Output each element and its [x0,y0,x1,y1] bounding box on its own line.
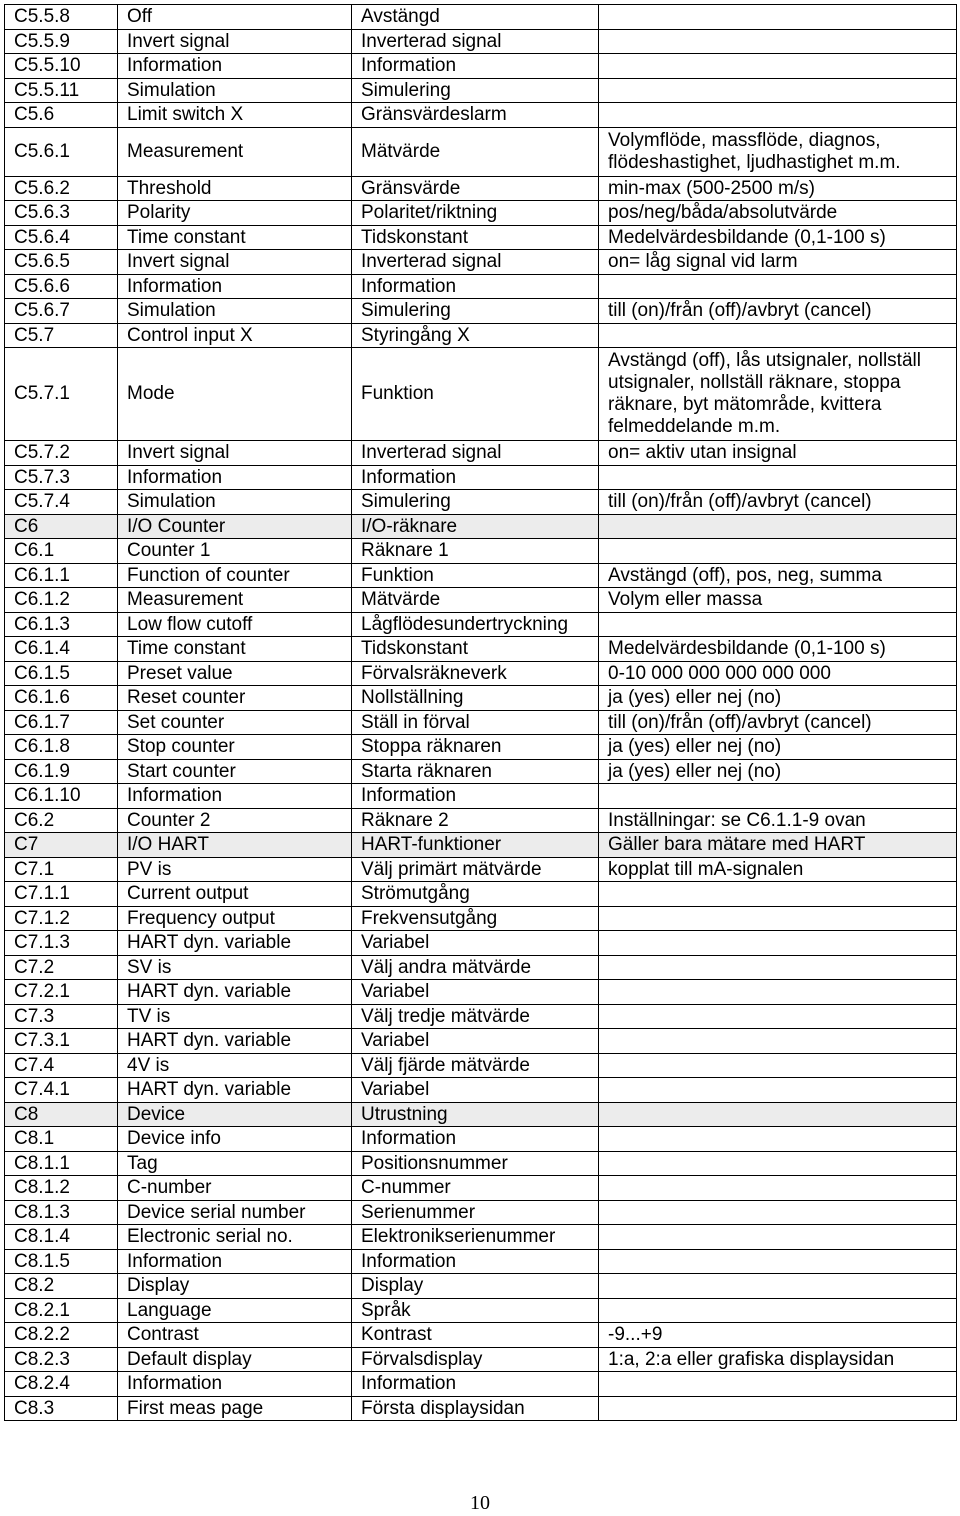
table-row [5,274,957,299]
cell-code: C5.7.1 [5,348,118,441]
cell-code: C7.2.1 [5,980,118,1005]
cell-english: Invert signal [118,29,352,54]
cell-swedish: Förvalsräkneverk [352,661,599,686]
cell-swedish: Information [352,274,599,299]
table-row [5,1372,957,1397]
cell-english: HART dyn. variable [118,1078,352,1103]
table-row [5,176,957,201]
cell-note [599,906,957,931]
cell-note [599,465,957,490]
table-row [5,127,957,176]
cell-english: Simulation [118,299,352,324]
table-row [5,931,957,956]
cell-note [599,514,957,539]
cell-swedish: Gränsvärdeslarm [352,103,599,128]
cell-code: C7.1.2 [5,906,118,931]
table-row [5,299,957,324]
table-row [5,201,957,226]
cell-english: Device serial number [118,1200,352,1225]
cell-swedish: Välj fjärde mätvärde [352,1053,599,1078]
cell-english: Measurement [118,588,352,613]
cell-code: C5.6 [5,103,118,128]
cell-code: C6 [5,514,118,539]
cell-code: C5.6.7 [5,299,118,324]
cell-english: Counter 2 [118,808,352,833]
cell-swedish: Information [352,1372,599,1397]
cell-english: Information [118,465,352,490]
cell-swedish: Simulering [352,78,599,103]
cell-english: Contrast [118,1323,352,1348]
table-row [5,833,957,858]
cell-note [599,1249,957,1274]
cell-swedish: Utrustning [352,1102,599,1127]
cell-note [599,1078,957,1103]
cell-code: C6.1.2 [5,588,118,613]
cell-note: ja (yes) eller nej (no) [599,735,957,760]
cell-english: Control input X [118,323,352,348]
cell-note [599,1298,957,1323]
cell-note: Avstängd (off), pos, neg, summa [599,563,957,588]
cell-code: C6.1.7 [5,710,118,735]
cell-swedish: Variabel [352,1029,599,1054]
cell-english: Function of counter [118,563,352,588]
cell-english: PV is [118,857,352,882]
table-row [5,808,957,833]
cell-english: Polarity [118,201,352,226]
cell-code: C5.7 [5,323,118,348]
cell-swedish: Styringång X [352,323,599,348]
cell-code: C8.1.4 [5,1225,118,1250]
cell-english: Time constant [118,637,352,662]
table-row [5,1102,957,1127]
cell-note [599,78,957,103]
cell-swedish: Välj primärt mätvärde [352,857,599,882]
cell-code: C8.2 [5,1274,118,1299]
cell-english: Current output [118,882,352,907]
cell-code: C6.1.1 [5,563,118,588]
cell-note: on= låg signal vid larm [599,250,957,275]
cell-note: Volym eller massa [599,588,957,613]
cell-note: till (on)/från (off)/avbryt (cancel) [599,299,957,324]
cell-swedish: Nollställning [352,686,599,711]
cell-swedish: Välj tredje mätvärde [352,1004,599,1029]
cell-note [599,612,957,637]
table-row [5,612,957,637]
cell-note [599,980,957,1005]
cell-note [599,29,957,54]
cell-swedish: Välj andra mätvärde [352,955,599,980]
cell-note [599,54,957,79]
cell-code: C6.1.10 [5,784,118,809]
cell-note: Medelvärdesbildande (0,1-100 s) [599,637,957,662]
cell-note: on= aktiv utan insignal [599,441,957,466]
cell-code: C7.3.1 [5,1029,118,1054]
cell-code: C6.1.4 [5,637,118,662]
table-row [5,103,957,128]
table-row [5,250,957,275]
cell-english: TV is [118,1004,352,1029]
cell-swedish: Tidskonstant [352,225,599,250]
cell-swedish: Inverterad signal [352,441,599,466]
cell-english: HART dyn. variable [118,931,352,956]
cell-note [599,1004,957,1029]
cell-note [599,103,957,128]
cell-english: Information [118,274,352,299]
cell-code: C7.1.3 [5,931,118,956]
cell-code: C8.2.2 [5,1323,118,1348]
cell-note: Medelvärdesbildande (0,1-100 s) [599,225,957,250]
cell-swedish: Språk [352,1298,599,1323]
cell-note: Avstängd (off), lås utsignaler, nollställ utsignaler, nollställ räknare, stoppa räknare, byt mätområde, kvittera felmeddelande m.m. [599,348,957,441]
cell-swedish: Inverterad signal [352,29,599,54]
cell-english: Simulation [118,490,352,515]
cell-english: Tag [118,1151,352,1176]
table-row [5,784,957,809]
cell-code: C8.2.1 [5,1298,118,1323]
cell-swedish: Variabel [352,980,599,1005]
cell-note [599,1102,957,1127]
cell-english: Simulation [118,78,352,103]
cell-note: 0-10 000 000 000 000 000 [599,661,957,686]
table-row [5,54,957,79]
cell-english: Start counter [118,759,352,784]
cell-english: Time constant [118,225,352,250]
cell-swedish: Simulering [352,490,599,515]
cell-swedish: Elektronikserienummer [352,1225,599,1250]
cell-code: C5.6.1 [5,127,118,176]
table-row [5,1347,957,1372]
cell-english: Preset value [118,661,352,686]
cell-note: ja (yes) eller nej (no) [599,686,957,711]
cell-swedish: Kontrast [352,1323,599,1348]
table-row [5,686,957,711]
cell-english: Information [118,54,352,79]
table-row [5,1053,957,1078]
table-row [5,710,957,735]
table-row [5,490,957,515]
cell-code: C8.3 [5,1396,118,1421]
cell-note [599,784,957,809]
table-row [5,980,957,1005]
cell-code: C8.1.3 [5,1200,118,1225]
cell-swedish: Simulering [352,299,599,324]
cell-swedish: Serienummer [352,1200,599,1225]
cell-code: C7 [5,833,118,858]
cell-code: C8.2.4 [5,1372,118,1397]
table-row [5,882,957,907]
cell-swedish: C-nummer [352,1176,599,1201]
cell-note: till (on)/från (off)/avbryt (cancel) [599,490,957,515]
table-row [5,637,957,662]
cell-english: HART dyn. variable [118,1029,352,1054]
cell-english: Default display [118,1347,352,1372]
cell-english: C-number [118,1176,352,1201]
table-row [5,1225,957,1250]
cell-swedish: Ställ in förval [352,710,599,735]
cell-note [599,1151,957,1176]
cell-code: C5.6.4 [5,225,118,250]
table-row [5,348,957,441]
cell-code: C5.5.11 [5,78,118,103]
cell-code: C5.7.2 [5,441,118,466]
cell-swedish: Polaritet/riktning [352,201,599,226]
cell-swedish: Starta räknaren [352,759,599,784]
cell-english: 4V is [118,1053,352,1078]
cell-english: Frequency output [118,906,352,931]
cell-note: min-max (500-2500 m/s) [599,176,957,201]
cell-code: C6.1.5 [5,661,118,686]
cell-swedish: Funktion [352,348,599,441]
table-body [5,5,957,1421]
cell-swedish: Funktion [352,563,599,588]
cell-note [599,1053,957,1078]
table-row [5,1200,957,1225]
cell-english: Reset counter [118,686,352,711]
cell-note: -9...+9 [599,1323,957,1348]
page-number: 10 [470,1492,490,1514]
cell-note [599,1029,957,1054]
cell-swedish: Frekvensutgång [352,906,599,931]
cell-swedish: Inverterad signal [352,250,599,275]
cell-swedish: Förvalsdisplay [352,1347,599,1372]
table-row [5,78,957,103]
cell-note: Gäller bara mätare med HART [599,833,957,858]
cell-code: C7.1.1 [5,882,118,907]
cell-english: Set counter [118,710,352,735]
cell-code: C5.6.2 [5,176,118,201]
cell-code: C6.1.6 [5,686,118,711]
cell-note [599,323,957,348]
cell-english: Low flow cutoff [118,612,352,637]
cell-code: C8 [5,1102,118,1127]
cell-swedish: Information [352,465,599,490]
cell-code: C5.5.8 [5,5,118,30]
table-row [5,588,957,613]
table-row [5,1396,957,1421]
cell-english: Stop counter [118,735,352,760]
cell-english: SV is [118,955,352,980]
cell-english: Information [118,1249,352,1274]
table-row [5,955,957,980]
table-row [5,514,957,539]
table-row [5,1151,957,1176]
cell-swedish: I/O-räknare [352,514,599,539]
cell-code: C6.1.3 [5,612,118,637]
table-row [5,441,957,466]
cell-note [599,1200,957,1225]
table-row [5,323,957,348]
cell-code: C5.6.3 [5,201,118,226]
parameter-table [4,4,957,1421]
cell-swedish: Mätvärde [352,588,599,613]
table-row [5,906,957,931]
cell-english: Counter 1 [118,539,352,564]
table-row [5,1298,957,1323]
cell-english: Device [118,1102,352,1127]
cell-swedish: Gränsvärde [352,176,599,201]
cell-code: C6.1.9 [5,759,118,784]
table-row [5,1176,957,1201]
table-row [5,1029,957,1054]
cell-swedish: HART-funktioner [352,833,599,858]
cell-code: C5.6.5 [5,250,118,275]
cell-code: C7.2 [5,955,118,980]
cell-english: I/O Counter [118,514,352,539]
cell-code: C6.2 [5,808,118,833]
cell-code: C8.1.1 [5,1151,118,1176]
cell-code: C5.7.3 [5,465,118,490]
cell-code: C8.2.3 [5,1347,118,1372]
cell-swedish: Stoppa räknaren [352,735,599,760]
cell-note [599,1225,957,1250]
cell-note [599,931,957,956]
cell-english: I/O HART [118,833,352,858]
cell-swedish: Information [352,54,599,79]
cell-swedish: Variabel [352,1078,599,1103]
cell-code: C5.7.4 [5,490,118,515]
cell-swedish: Positionsnummer [352,1151,599,1176]
cell-code: C8.1.2 [5,1176,118,1201]
cell-note [599,1372,957,1397]
cell-code: C5.6.6 [5,274,118,299]
cell-english: Invert signal [118,441,352,466]
table-row [5,857,957,882]
cell-swedish: Information [352,784,599,809]
cell-english: Invert signal [118,250,352,275]
cell-swedish: Räknare 2 [352,808,599,833]
cell-swedish: Första displaysidan [352,1396,599,1421]
cell-swedish: Lågflödesundertryckning [352,612,599,637]
table-row [5,759,957,784]
cell-note [599,1127,957,1152]
table-row [5,539,957,564]
cell-swedish: Information [352,1127,599,1152]
table-row [5,563,957,588]
cell-code: C7.4 [5,1053,118,1078]
cell-english: Information [118,784,352,809]
cell-code: C5.5.10 [5,54,118,79]
cell-note: Volymflöde, massflöde, diagnos, flödeshastighet, ljudhastighet m.m. [599,127,957,176]
cell-english: Display [118,1274,352,1299]
cell-note: Inställningar: se C6.1.1-9 ovan [599,808,957,833]
cell-code: C7.4.1 [5,1078,118,1103]
cell-english: Limit switch X [118,103,352,128]
cell-code: C8.1.5 [5,1249,118,1274]
cell-note [599,5,957,30]
table-row [5,1004,957,1029]
cell-swedish: Mätvärde [352,127,599,176]
cell-note [599,539,957,564]
cell-note: kopplat till mA-signalen [599,857,957,882]
table-row [5,1249,957,1274]
cell-swedish: Räknare 1 [352,539,599,564]
cell-note [599,1274,957,1299]
cell-note: till (on)/från (off)/avbryt (cancel) [599,710,957,735]
cell-swedish: Display [352,1274,599,1299]
cell-english: Mode [118,348,352,441]
cell-note [599,882,957,907]
cell-note: ja (yes) eller nej (no) [599,759,957,784]
table-row [5,465,957,490]
cell-swedish: Tidskonstant [352,637,599,662]
cell-code: C6.1.8 [5,735,118,760]
cell-english: Off [118,5,352,30]
table-row [5,1274,957,1299]
cell-swedish: Strömutgång [352,882,599,907]
table-row [5,735,957,760]
table-row [5,1323,957,1348]
cell-english: Language [118,1298,352,1323]
table-row [5,5,957,30]
cell-swedish: Variabel [352,931,599,956]
cell-english: Device info [118,1127,352,1152]
cell-swedish: Information [352,1249,599,1274]
table-row [5,29,957,54]
cell-code: C6.1 [5,539,118,564]
table-row [5,661,957,686]
cell-note [599,274,957,299]
cell-english: Electronic serial no. [118,1225,352,1250]
cell-note: pos/neg/båda/absolutvärde [599,201,957,226]
cell-code: C8.1 [5,1127,118,1152]
table-row [5,1078,957,1103]
cell-note: 1:a, 2:a eller grafiska displaysidan [599,1347,957,1372]
cell-english: Measurement [118,127,352,176]
table-row [5,225,957,250]
table-row [5,1127,957,1152]
cell-english: Information [118,1372,352,1397]
cell-english: First meas page [118,1396,352,1421]
cell-code: C7.3 [5,1004,118,1029]
cell-code: C7.1 [5,857,118,882]
cell-code: C5.5.9 [5,29,118,54]
cell-english: Threshold [118,176,352,201]
cell-swedish: Avstängd [352,5,599,30]
cell-english: HART dyn. variable [118,980,352,1005]
cell-note [599,1396,957,1421]
cell-note [599,1176,957,1201]
cell-note [599,955,957,980]
